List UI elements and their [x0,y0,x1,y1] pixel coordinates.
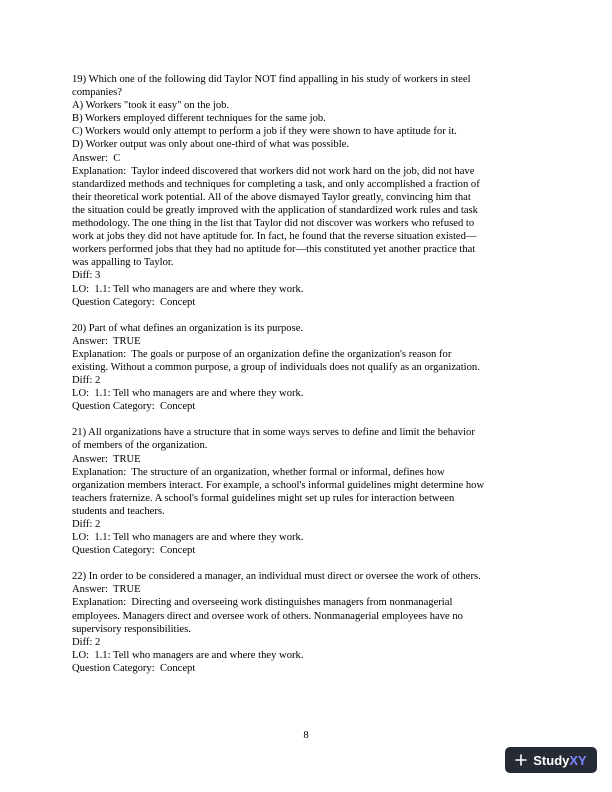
text-line: B) Workers employed different techniques for the same job. [72,113,326,125]
text-line: 19) Which one of the following did Taylor NOT find appalling in his study of workers in steel [72,74,471,85]
text-line: Question Category: Concept [72,662,196,674]
text-line: Explanation: Directing and overseeing work distinguishes managers from nonmanagerial [72,597,453,609]
brand-main: Study [533,752,570,768]
question-21 [72,426,542,557]
text-line: Answer: TRUE [72,584,141,596]
text-line: A) Workers "took it easy" on the job. [72,100,230,112]
text-line: LO: 1.1: Tell who managers are and where they work. [72,532,304,544]
text-line: supervisory responsibilities. [72,623,191,635]
text-line: D) Worker output was only about one-third of what was possible. [72,139,349,151]
page-number: 8 [303,730,309,741]
text-line: Explanation: The structure of an organization, whether formal or informal, defines how [72,466,445,478]
text-line: the situation could be greatly improved with the application of standardized work rules and task [72,204,478,216]
text-line: LO: 1.1: Tell who managers are and where they work. [72,388,304,400]
text-line: Question Category: Concept [72,545,196,557]
text-line: Question Category: Concept [72,401,196,413]
text-line: existing. Without a common purpose, a group of individuals does not qualify as an organization. [72,361,480,373]
text-line: workers performed jobs that they had no aptitude for—this constituted yet another practice that [72,244,476,256]
text-line: organization members interact. For example, a school's informal guidelines might determine how [72,479,485,491]
question-19 [72,73,542,309]
text-line: LO: 1.1: Tell who managers are and where they work. [72,649,304,661]
text-line: Diff: 3 [72,270,101,282]
text-line: Diff: 2 [72,636,101,648]
text-line: Diff: 2 [72,375,101,387]
text-line: Question Category: Concept [72,296,196,308]
text-line: methodology. The one thing in the list that Taylor did not discover was workers who refused to [72,218,475,230]
text-line: their theoretical work potential. All of the above dismayed Taylor greatly, convincing him that [72,191,471,203]
text-line: employees. Managers direct and oversee work of others. Nonmanagerial employees have no [72,610,463,622]
text-line: 20) Part of what defines an organization is its purpose. [72,322,304,334]
questions-content [72,73,542,688]
text-line: Answer: TRUE [72,335,141,347]
text-line: standardized methods and techniques for completing a task, and only accomplished a fraction of [72,178,480,190]
text-line: companies? [72,87,123,99]
text-line: Answer: C [72,152,121,164]
text-line: of members of the organization. [72,440,208,452]
text-line: C) Workers would only attempt to perform a job if they were shown to have aptitude for it. [72,126,457,138]
plus-icon [515,754,527,766]
text-line: 21) All organizations have a structure that in some ways serves to define and limit the behavior [72,427,475,439]
text-line: Diff: 2 [72,519,101,530]
text-line: Answer: TRUE [72,453,141,465]
text-line: teachers fraternize. A school's formal guidelines might set up rules for interaction between [72,492,455,504]
question-20 [72,322,542,414]
studyxy-badge[interactable] [505,747,597,773]
brand-accent: XY [569,752,587,768]
text-line: Explanation: The goals or purpose of an organization define the organization's reason for [72,348,452,360]
text-line: was appalling to Taylor. [72,257,174,269]
text-line: Explanation: Taylor indeed discovered that workers did not work hard on the job, did not have [72,165,475,177]
text-line: LO: 1.1: Tell who managers are and where they work. [72,283,304,295]
question-22 [72,570,542,675]
text-line: 22) In order to be considered a manager, an individual must direct or oversee the work of others. [72,571,481,583]
text-line: students and teachers. [72,505,165,517]
text-line: work at jobs they did not have aptitude for. In fact, he found that the reverse situation existed— [72,231,477,243]
